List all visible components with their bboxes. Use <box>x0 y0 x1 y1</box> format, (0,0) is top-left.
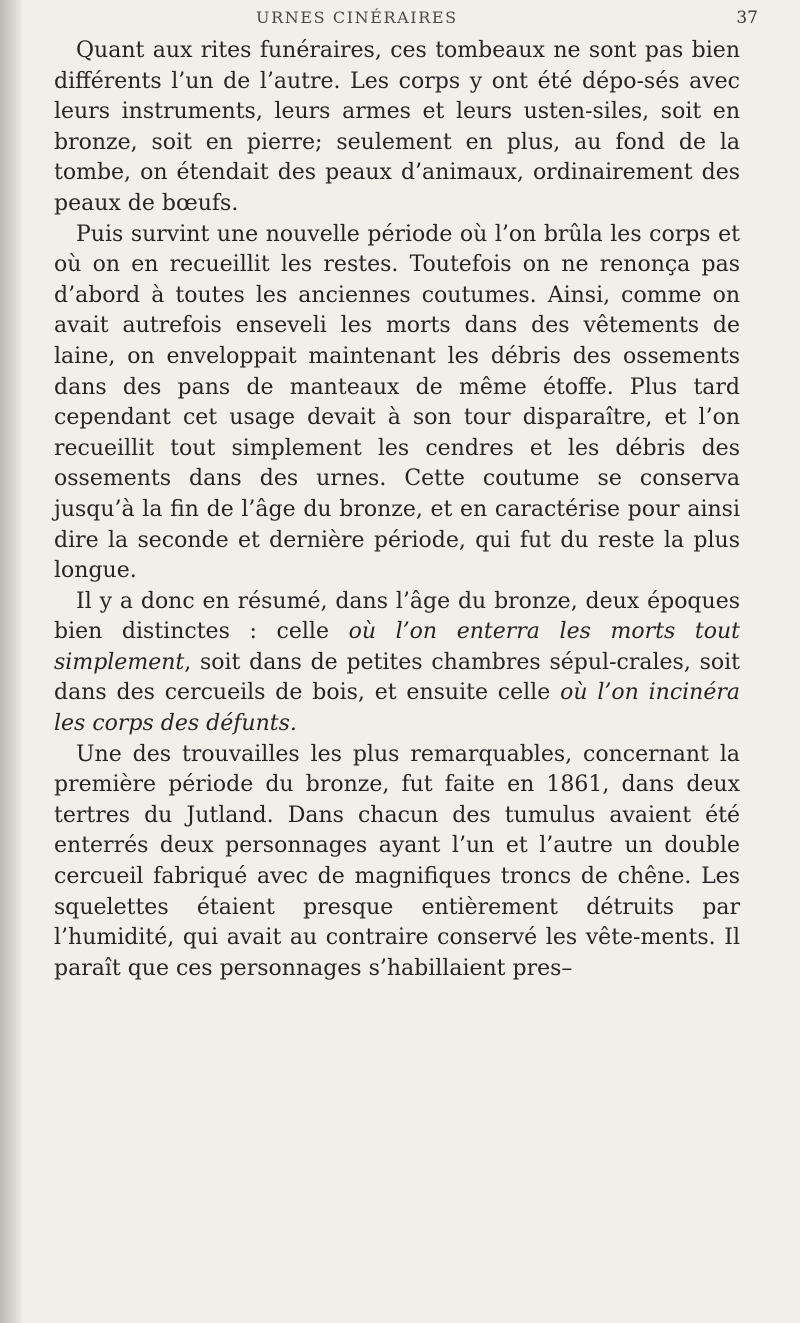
paragraph <box>54 220 740 587</box>
text-segment: Il y a donc en résumé, dans l’âge du bronze, deux époques bien distinctes : celle <box>54 588 740 645</box>
paragraph <box>54 36 740 220</box>
italic-segment: où l’on enterra les morts tout simplement <box>54 619 740 675</box>
running-title: URNES CINÉRAIRES <box>256 8 458 27</box>
text-segment: Une des trouvailles les plus remarquables, concernant la première période du bronze, fut faite en 1861, dans deux tertres du Jutland. Dans chacun des tumulus avaient été enterrés deux personnages ayant l’un et l’autre un double cercueil fabriqué avec de magnifiques troncs de chêne. Les squelettes étaient presque entièrement détruits par l’humidité, qui avait au contraire conservé les vête-ments. Il paraît que ces personnages s’habillaient pres– <box>54 741 740 981</box>
paragraph <box>54 740 740 985</box>
page-number: 37 <box>736 8 758 28</box>
italic-segment: où l’on incinéra les corps des défunts. <box>54 680 740 737</box>
running-header <box>228 4 758 34</box>
text-segment: Puis survint une nouvelle période où l’on brûla les corps et où on en recueillit les restes. Toutefois on ne renonça pas d’abord à toutes les anciennes coutumes. Ainsi, comme on avait autrefois enseveli les morts dans des vêtements de laine, on enveloppait maintenant les débris des ossements dans des pans de manteaux de même étoffe. Plus tard cependant cet usage devait à son tour disparaître, et l’on recueillit tout simplement les cendres et les débris des ossements dans des urnes. Cette coutume se conserva jusqu’à la fin de l’âge du bronze, et en caractérise pour ainsi dire la seconde et dernière période, qui fut du reste la plus longue. <box>54 221 740 584</box>
text-segment: , soit dans de petites chambres sépul-crales, soit dans des cercueils de bois, et ensuite celle <box>54 649 740 706</box>
body-text <box>54 36 740 984</box>
paragraph <box>54 587 740 740</box>
text-segment: Quant aux rites funéraires, ces tombeaux ne sont pas bien différents l’un de l’autre. Les corps y ont été dépo-sés avec leurs instruments, leurs armes et leurs usten-siles, soit en bronze, soit en pierre; seulement en plus, au fond de la tombe, on étendait des peaux d’animaux, ordinairement des peaux de bœufs. <box>54 38 740 216</box>
